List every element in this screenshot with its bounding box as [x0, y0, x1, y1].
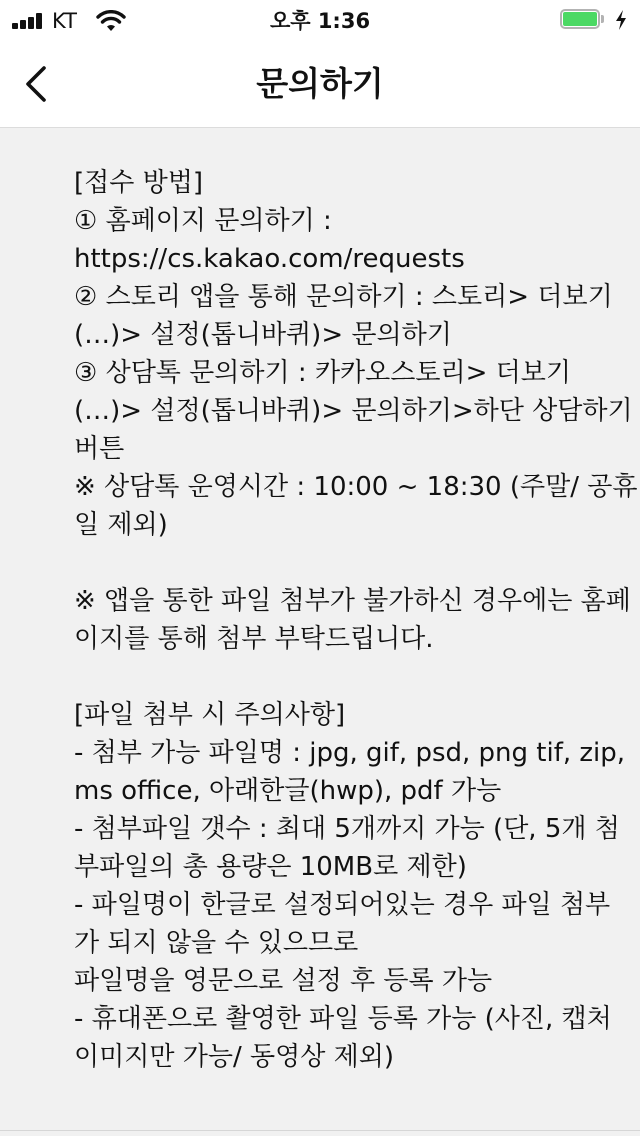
status-time: 오후 1:36: [269, 9, 371, 33]
guide-line: 부파일의 총 용량은 10MB로 제한): [74, 852, 467, 882]
charging-icon: [614, 9, 628, 31]
chevron-left-icon: [14, 60, 58, 108]
guide-line: - 파일명이 한글로 설정되어있는 경우 파일 첨부: [74, 890, 611, 920]
guide-line: [접수 방법]: [74, 168, 204, 198]
guide-line: 이미지만 가능/ 동영상 제외): [74, 1042, 394, 1072]
battery-icon: [560, 9, 606, 31]
guide-line: 버튼: [74, 434, 125, 464]
status-bar: [0, 0, 640, 40]
back-button[interactable]: [14, 60, 58, 108]
blank-line: [74, 544, 614, 582]
guide-line: ③ 상담톡 문의하기 : 카카오스토리> 더보기: [74, 358, 572, 388]
guide-line: 파일명을 영문으로 설정 후 등록 가능: [74, 966, 493, 996]
guide-line: ms office, 아래한글(hwp), pdf 가능: [74, 776, 502, 806]
blank-line: [74, 658, 614, 696]
guide-line: - 휴대폰으로 촬영한 파일 등록 가능 (사진, 캡처: [74, 1004, 612, 1034]
guide-line: https://cs.kakao.com/requests: [74, 244, 465, 274]
guide-line: ※ 상담톡 운영시간 : 10:00 ~ 18:30 (주말/ 공휴: [74, 472, 638, 502]
guide-line: 일 제외): [74, 510, 168, 540]
guide-line: - 첨부파일 갯수 : 최대 5개까지 가능 (단, 5개 첨: [74, 814, 620, 844]
inquiry-guide-text: [74, 164, 638, 1076]
guide-line: ※ 앱을 통한 파일 첨부가 불가하신 경우에는 홈페: [74, 586, 631, 616]
guide-line: ② 스토리 앱을 통해 문의하기 : 스토리> 더보기: [74, 282, 613, 312]
guide-line: (…)> 설정(톱니바퀴)> 문의하기: [74, 320, 452, 350]
guide-line: [파일 첨부 시 주의사항]: [74, 700, 346, 730]
guide-line: 가 되지 않을 수 있으므로: [74, 928, 359, 958]
guide-line: - 첨부 가능 파일명 : jpg, gif, psd, png tif, zip,: [74, 738, 626, 768]
guide-line: ① 홈페이지 문의하기 :: [74, 206, 332, 236]
guide-line: 이지를 통해 첨부 부탁드립니다.: [74, 624, 434, 654]
guide-line: (…)> 설정(톱니바퀴)> 문의하기>하단 상담하기: [74, 396, 633, 426]
page-title: 문의하기: [256, 64, 384, 103]
navigation-bar: [0, 40, 640, 128]
carrier-label: KT: [52, 9, 77, 33]
bottom-divider: [0, 1130, 640, 1131]
